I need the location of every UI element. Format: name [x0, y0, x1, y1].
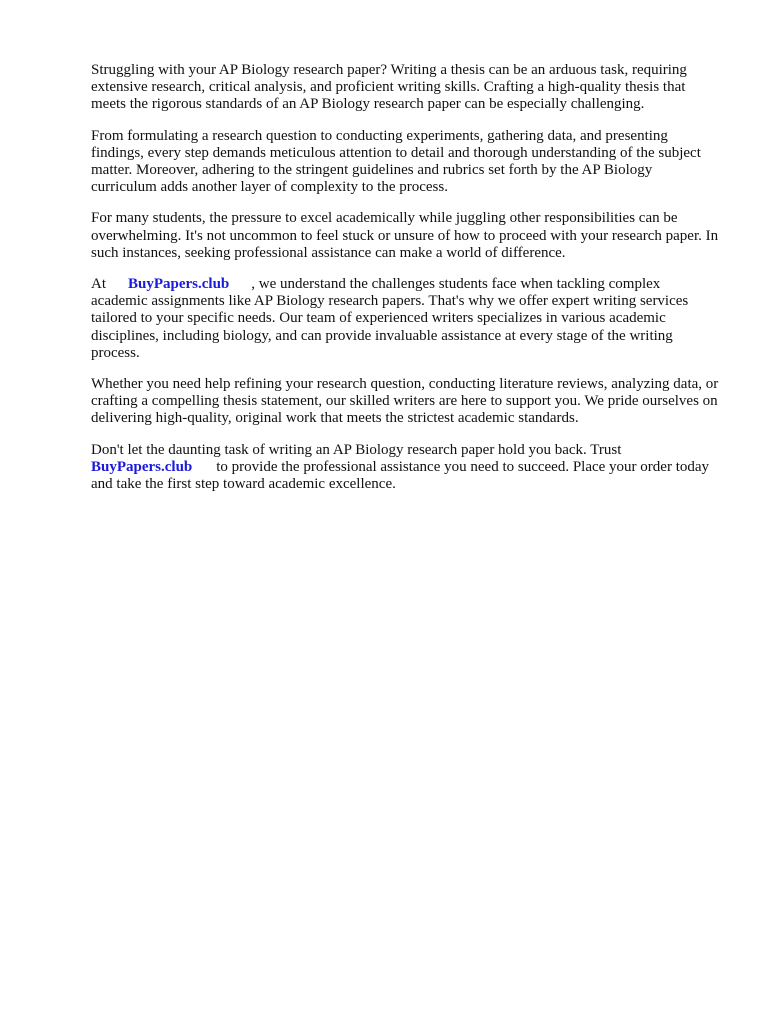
paragraph-closing-body: to provide the professional assistance you need to succeed. Place your order today and take the first step toward academic excellence. [91, 458, 710, 493]
paragraph-help: Whether you need help refining your research question, conducting literature reviews, analyzing data, or crafting a compelling thesis statement, our skilled writers are here to support you. We pride ourselves on delivering high-quality, original work that meets the strictest academic standards. [91, 376, 719, 427]
paragraph-pressure: For many students, the pressure to excel academically while juggling other responsibilities can be overwhelming. It's not uncommon to feel stuck or unsure of how to proceed with your research paper. In such instances, seeking professional assistance can make a world of difference. [91, 210, 719, 261]
paragraph-closing-lead: Don't let the daunting task of writing an AP Biology research paper hold you back. Trust [91, 441, 622, 458]
paragraph-service-lead: At [91, 276, 106, 293]
paragraph-service [91, 276, 719, 362]
paragraph-intro: Struggling with your AP Biology research paper? Writing a thesis can be an arduous task, requiring extensive research, critical analysis, and proficient writing skills. Crafting a high-quality thesis that meets the rigorous standards of an AP Biology research paper can be especially challenging. [91, 62, 687, 113]
paragraph-closing [91, 442, 719, 494]
document-page [91, 62, 719, 507]
paragraph-service-body: , we understand the challenges students face when tackling complex academic assignments like AP Biology research papers. That's why we offer expert writing services tailored to your specific needs. Our team of experienced writers specializes in various academic disciplines, including biology, and can provide invaluable assistance at every stage of the writing process. [91, 276, 689, 361]
paragraph-process: From formulating a research question to conducting experiments, gathering data, and presenting findings, every step demands meticulous attention to detail and thorough understanding of the subject matter. Moreover, adhering to the stringent guidelines and rubrics set forth by the AP Biology curriculum adds another layer of complexity to the process. [91, 127, 701, 196]
buypapers-link-closing[interactable]: BuyPapers.club [91, 458, 193, 475]
buypapers-link[interactable]: BuyPapers.club [128, 276, 230, 293]
